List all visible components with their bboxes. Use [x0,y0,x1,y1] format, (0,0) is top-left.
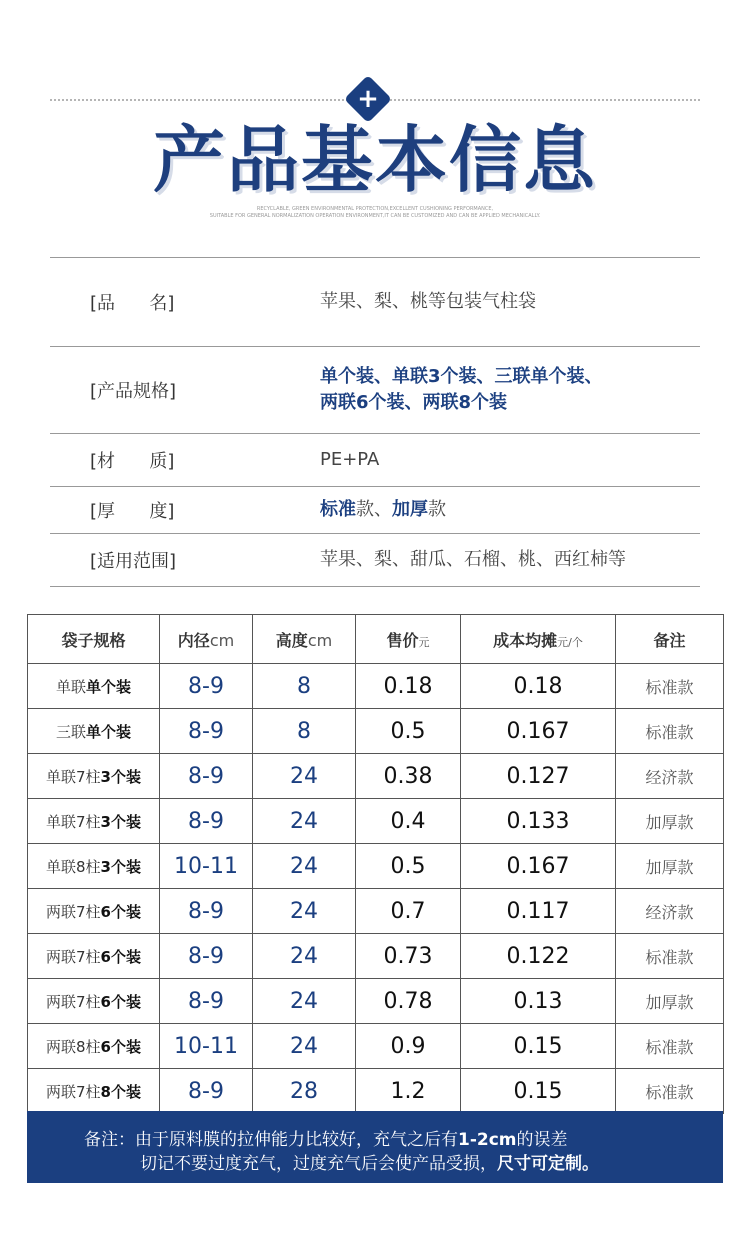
spec-pack: 6个装 [100,992,141,1011]
subtitle-line-1: RECYCLABLE, GREEN ENVIRONMENTAL PROTECTION,EXCELLENT CUSHIONING PERFORMANCE, [256,206,494,212]
spec-pack: 6个装 [100,947,141,966]
cell-price: 0.18 [356,664,461,709]
info-label: [材 质] [90,451,175,472]
table-row [28,664,724,709]
cell-cost: 0.133 [461,799,616,844]
cell-cost: 0.15 [461,1024,616,1069]
cell-spec [28,709,160,754]
cell-note: 标准款 [616,1069,724,1114]
cell-note: 加厚款 [616,844,724,889]
cell-price: 0.5 [356,844,461,889]
footer-emphasis: 1-2cm [458,1130,517,1150]
footer-line-1 [84,1125,568,1150]
footer-text: 的误差 [516,1130,568,1150]
cell-height: 24 [253,799,356,844]
table-row [28,799,724,844]
info-value: PE+PA [320,449,380,470]
thickness-standard: 标准 [320,499,356,520]
cell-note: 标准款 [616,934,724,979]
table-body [28,664,724,1114]
spec-pack: 3个装 [100,812,141,831]
info-row-name [50,258,700,347]
info-label: [厚 度] [90,501,175,522]
subtitle-line-2: SUITABLE FOR GENERAL NORMALIZATION OPERATION ENVIRONMENT,IT CAN BE CUSTOMIZED AND CAN BE APPLIED MECHANICALLY. [209,213,541,219]
spec-prefix: 三联 [55,722,86,741]
cell-height: 8 [253,709,356,754]
cell-height: 24 [253,979,356,1024]
cell-price: 1.2 [356,1069,461,1114]
cell-diameter: 10-11 [160,844,253,889]
header-cost-label: 成本均摊 [493,630,558,650]
header-height [253,615,356,664]
table-row [28,934,724,979]
info-value: 苹果、梨、桃等包装气柱袋 [320,291,536,312]
spec-prefix: 两联7柱 [46,992,101,1011]
header-price-unit: 元 [418,635,430,649]
product-info [50,257,700,587]
header-diameter-unit: cm [209,630,235,650]
spec-prefix: 单联7柱 [46,812,101,831]
table-row [28,979,724,1024]
spec-pack: 6个装 [100,1037,141,1056]
table-row [28,844,724,889]
info-row-spec [50,347,700,434]
cell-note: 加厚款 [616,979,724,1024]
cell-height: 24 [253,934,356,979]
header-cost [461,615,616,664]
cell-spec [28,889,160,934]
cell-note: 经济款 [616,889,724,934]
cell-height: 24 [253,844,356,889]
header-diameter [160,615,253,664]
spec-prefix: 单联8柱 [46,857,101,876]
spec-prefix: 两联7柱 [46,902,101,921]
cell-price: 0.73 [356,934,461,979]
cell-diameter: 8-9 [160,754,253,799]
spec-pack: 3个装 [100,767,141,786]
spec-pack: 3个装 [100,857,141,876]
cell-note: 加厚款 [616,799,724,844]
info-row-material [50,434,700,487]
footer-note [27,1111,723,1183]
footer-line-2 [140,1149,599,1174]
cell-cost: 0.117 [461,889,616,934]
header-cost-unit: 元/个 [557,635,583,649]
cell-spec [28,844,160,889]
thickness-suffix: 款 [428,499,446,520]
cell-cost: 0.122 [461,934,616,979]
cell-diameter: 8-9 [160,1069,253,1114]
spec-pack: 8个装 [100,1082,141,1101]
header-price-label: 售价 [386,630,419,650]
cell-note: 标准款 [616,709,724,754]
cell-price: 0.9 [356,1024,461,1069]
cell-spec [28,934,160,979]
header-price [356,615,461,664]
table-row [28,754,724,799]
cell-note: 标准款 [616,1024,724,1069]
spec-prefix: 两联7柱 [46,1082,101,1101]
cell-spec [28,1069,160,1114]
info-label: [适用范围] [90,551,177,572]
table-row [28,1024,724,1069]
cell-spec [28,664,160,709]
cell-diameter: 8-9 [160,934,253,979]
table-row [28,709,724,754]
footer-text: 备注：由于原料膜的拉伸能力比较好，充气之后有 [84,1130,458,1150]
cell-cost: 0.18 [461,664,616,709]
header-height-unit: cm [307,630,333,650]
table-header-row [28,615,724,664]
cell-price: 0.78 [356,979,461,1024]
plus-icon: + [357,84,379,114]
info-label: [产品规格] [90,381,177,402]
info-row-thickness [50,487,700,534]
cell-cost: 0.13 [461,979,616,1024]
spec-prefix: 两联7柱 [46,947,101,966]
cell-spec [28,754,160,799]
thickness-sep: 款、 [356,499,392,520]
header-diameter-label: 内径 [177,630,210,650]
header-note: 备注 [616,615,724,664]
price-table [27,614,724,1114]
spec-pack: 6个装 [100,902,141,921]
cell-price: 0.38 [356,754,461,799]
spec-prefix: 单联 [55,677,86,696]
spec-pack: 单个装 [86,722,132,741]
info-label: [品 名] [90,293,175,314]
cell-diameter: 8-9 [160,799,253,844]
cell-cost: 0.167 [461,709,616,754]
table-row [28,1069,724,1114]
cell-cost: 0.167 [461,844,616,889]
info-value: 苹果、梨、甜瓜、石榴、桃、西红柿等 [320,549,626,570]
cell-spec [28,799,160,844]
footer-emphasis: 尺寸可定制。 [497,1154,599,1174]
spec-prefix: 单联7柱 [46,767,101,786]
info-value-line: 单个装、单联3个装、三联单个装、 [320,366,603,387]
cell-cost: 0.127 [461,754,616,799]
cell-height: 24 [253,889,356,934]
cell-height: 28 [253,1069,356,1114]
cell-note: 经济款 [616,754,724,799]
cell-spec [28,979,160,1024]
cell-diameter: 8-9 [160,664,253,709]
info-value-line: 两联6个装、两联8个装 [320,392,508,413]
cell-price: 0.5 [356,709,461,754]
cell-spec [28,1024,160,1069]
thickness-thick: 加厚 [392,499,428,520]
spec-prefix: 两联8柱 [46,1037,101,1056]
cell-diameter: 10-11 [160,1024,253,1069]
cell-note: 标准款 [616,664,724,709]
cell-height: 24 [253,1024,356,1069]
cell-diameter: 8-9 [160,709,253,754]
page-title: 产品基本信息 [152,118,597,202]
header [0,0,750,240]
cell-price: 0.7 [356,889,461,934]
info-value [320,497,446,523]
info-row-usage [50,534,700,587]
cell-diameter: 8-9 [160,979,253,1024]
table-row [28,889,724,934]
cell-height: 24 [253,754,356,799]
info-value [320,364,603,416]
header-spec: 袋子规格 [28,615,160,664]
cell-height: 8 [253,664,356,709]
cell-diameter: 8-9 [160,889,253,934]
spec-pack: 单个装 [86,677,132,696]
footer-text: 切记不要过度充气，过度充气后会使产品受损， [140,1154,497,1174]
cell-price: 0.4 [356,799,461,844]
cell-cost: 0.15 [461,1069,616,1114]
header-height-label: 高度 [275,630,308,650]
